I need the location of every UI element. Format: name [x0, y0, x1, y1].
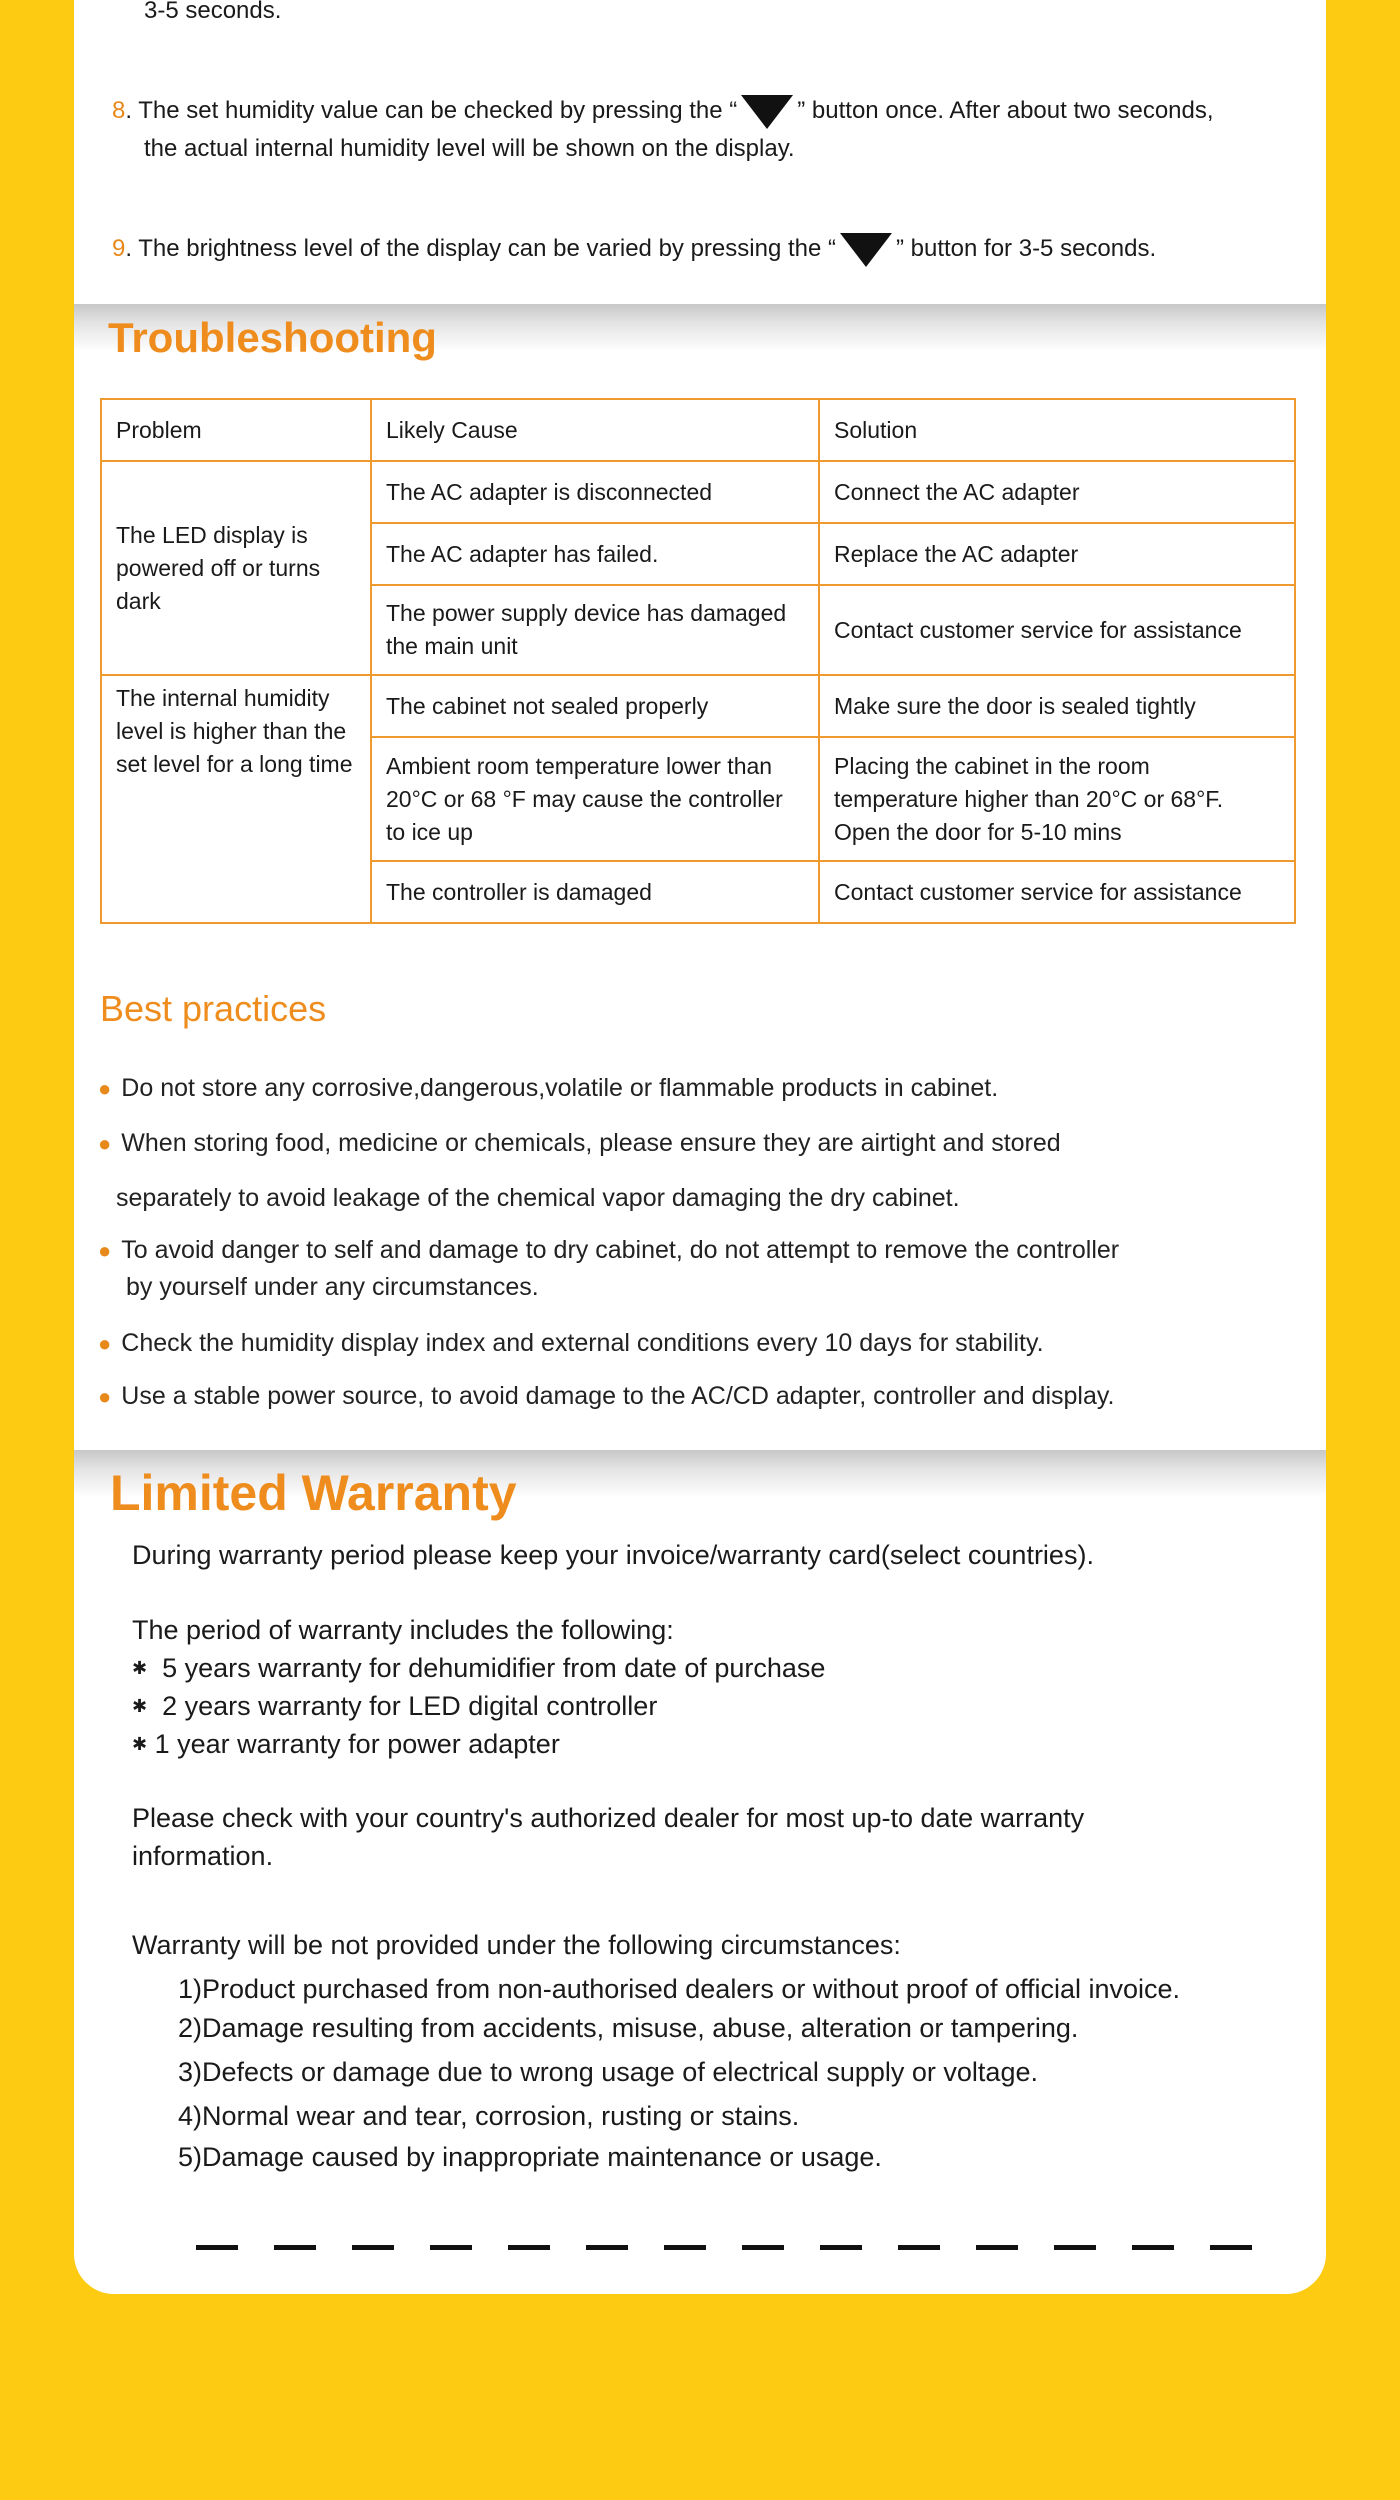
cut-line-dash [196, 2245, 238, 2250]
cut-line-dash [976, 2245, 1018, 2250]
solution-cell: Contact customer service for assistance [819, 585, 1295, 675]
list-item: ● Check the humidity display index and external conditions every 10 days for stability. [98, 1329, 1044, 1357]
table-row [101, 675, 1295, 737]
troubleshooting-table [100, 398, 1296, 924]
cause-cell: The cabinet not sealed properly [371, 675, 819, 737]
step9: 9. The brightness level of the display can be varied by pressing the “ ” button for 3-5 seconds. [112, 232, 1312, 267]
list-item: 5)Damage caused by inappropriate maintenance or usage. [178, 2142, 882, 2172]
bullet-icon: ● [98, 1131, 112, 1156]
cut-line-dash [430, 2245, 472, 2250]
cut-line-dash [820, 2245, 862, 2250]
warranty-period-heading: The period of warranty includes the following: [132, 1615, 674, 1645]
manual-card [74, 0, 1326, 2294]
bullet-icon: ✱ [132, 1734, 148, 1754]
problem-cell: The LED display is powered off or turns dark [101, 461, 371, 675]
problem-cell: The internal humidity level is higher than the set level for a long time [101, 675, 371, 923]
list-item: 4)Normal wear and tear, corrosion, rusting or stains. [178, 2101, 800, 2131]
cut-line-dash [664, 2245, 706, 2250]
step8-number: 8 [112, 97, 126, 124]
list-item-continuation: by yourself under any circumstances. [126, 1273, 539, 1301]
table-header-row [101, 399, 1295, 461]
bullet-icon: ● [98, 1238, 112, 1263]
list-item: ✱ 1 year warranty for power adapter [132, 1729, 560, 1759]
troubleshooting-title: Troubleshooting [108, 314, 437, 361]
header-likely-cause: Likely Cause [371, 399, 819, 461]
table-row [101, 461, 1295, 523]
dealer-note-line1: Please check with your country's authorized dealer for most up-to date warranty [132, 1803, 1085, 1833]
list-item: ● Do not store any corrosive,dangerous,volatile or flammable products in cabinet. [98, 1074, 999, 1102]
cut-line-dash [1132, 2245, 1174, 2250]
cause-cell: The power supply device has damaged the main unit [371, 585, 819, 675]
solution-cell: Make sure the door is sealed tightly [819, 675, 1295, 737]
step9-number: 9 [112, 235, 126, 262]
bullet-icon: ● [98, 1331, 112, 1356]
step8: 8. The set humidity value can be checked by pressing the “ ” button once. After about two seconds, [112, 94, 1312, 129]
warranty-intro: During warranty period please keep your invoice/warranty card(select countries). [132, 1540, 1094, 1570]
warranty-title: Limited Warranty [110, 1465, 517, 1521]
list-item: ✱ 2 years warranty for LED digital controller [132, 1691, 658, 1721]
cut-line-dash [586, 2245, 628, 2250]
down-triangle-icon [741, 95, 793, 129]
cut-line-dash [742, 2245, 784, 2250]
header-problem: Problem [101, 399, 371, 461]
list-item: ✱ 5 years warranty for dehumidifier from date of purchase [132, 1653, 826, 1683]
list-item: ● When storing food, medicine or chemicals, please ensure they are airtight and stored [98, 1129, 1061, 1157]
header-solution: Solution [819, 399, 1295, 461]
cut-line-dash [898, 2245, 940, 2250]
list-item: 1)Product purchased from non-authorised dealers or without proof of official invoice. [178, 1974, 1181, 2004]
bullet-icon: ● [98, 1076, 112, 1101]
step8-line2: the actual internal humidity level will be shown on the display. [144, 135, 795, 162]
bullet-icon: ● [98, 1384, 112, 1409]
dealer-note-line2: information. [132, 1841, 274, 1871]
cause-cell: The AC adapter is disconnected [371, 461, 819, 523]
solution-cell: Replace the AC adapter [819, 523, 1295, 585]
list-item: ● To avoid danger to self and damage to dry cabinet, do not attempt to remove the controller [98, 1236, 1120, 1264]
step7-tail: 3-5 seconds. [144, 0, 282, 24]
solution-cell: Connect the AC adapter [819, 461, 1295, 523]
solution-cell: Contact customer service for assistance [819, 861, 1295, 923]
solution-cell: Placing the cabinet in the room temperature higher than 20°C or 68°F. Open the door for 5-10 mins [819, 737, 1295, 861]
list-item: ● Use a stable power source, to avoid damage to the AC/CD adapter, controller and display. [98, 1382, 1115, 1410]
cut-line-dash [508, 2245, 550, 2250]
exclusions-heading: Warranty will be not provided under the following circumstances: [132, 1930, 901, 1960]
cut-line-dash [1210, 2245, 1252, 2250]
cause-cell: The controller is damaged [371, 861, 819, 923]
list-item: 3)Defects or damage due to wrong usage of electrical supply or voltage. [178, 2057, 1038, 2087]
cause-cell: The AC adapter has failed. [371, 523, 819, 585]
best-practices-title: Best practices [100, 988, 327, 1029]
bullet-icon: ✱ [132, 1696, 148, 1716]
bullet-icon: ✱ [132, 1658, 148, 1678]
list-item: 2)Damage resulting from accidents, misuse, abuse, alteration or tampering. [178, 2013, 1079, 2043]
cut-line-dash [352, 2245, 394, 2250]
cut-line-dash [1054, 2245, 1096, 2250]
down-triangle-icon [840, 233, 892, 267]
cause-cell: Ambient room temperature lower than 20°C or 68 °F may cause the controller to ice up [371, 737, 819, 861]
list-item-continuation: separately to avoid leakage of the chemical vapor damaging the dry cabinet. [116, 1184, 960, 1212]
cut-line-dash [274, 2245, 316, 2250]
